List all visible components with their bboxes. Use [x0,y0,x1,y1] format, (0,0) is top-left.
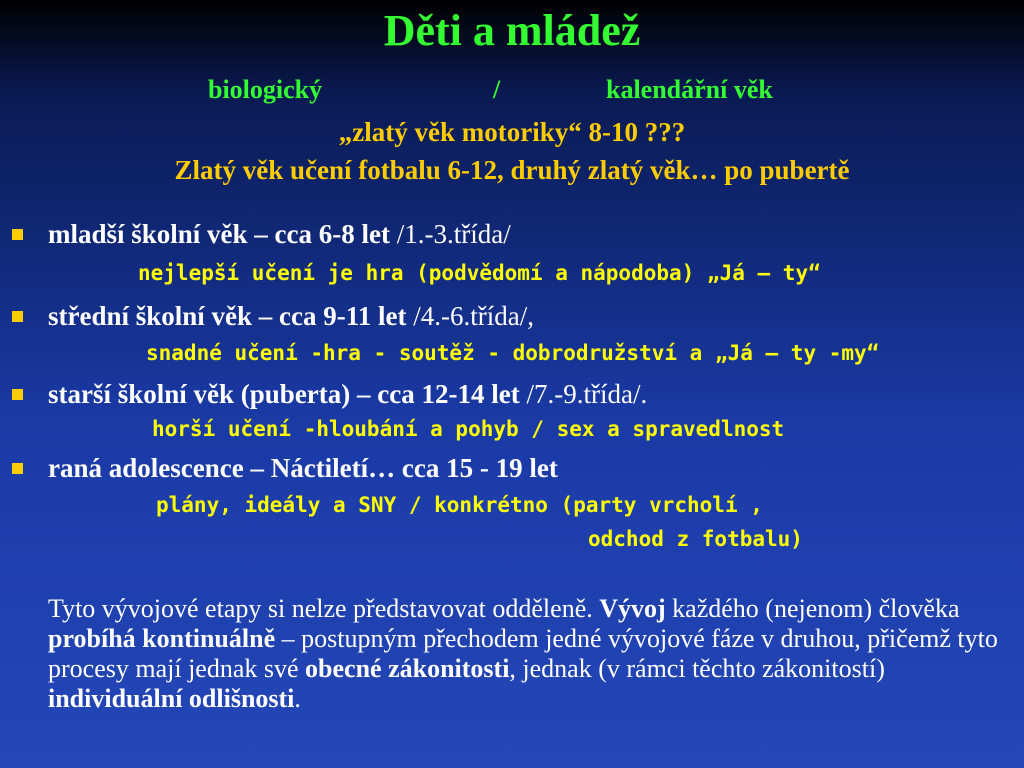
subtitle-calendar: kalendářní věk [606,75,773,104]
bullet-normal: /7.-9.třída/. [519,379,648,409]
subtitle-row [0,74,1024,106]
para-text: – postupným přechodem jedné vývojové fáze v druhou, přičemž tyto procesy mají jednak své [48,624,998,683]
bullet-square-icon [12,311,23,322]
bullet-note: nejlepší učení je hra (podvědomí a nápodoba) „Já – ty“ [138,261,821,285]
bullet-note-continuation: odchod z fotbalu) [588,527,803,551]
para-text: , jednak (v rámci těchto zákonitostí) [509,654,885,683]
bullet-bold: mladší školní věk – cca 6-8 let [48,219,390,249]
para-text: . [294,684,301,713]
bullet-note: snadné učení -hra - soutěž - dobrodružství a „Já – ty -my“ [146,341,880,365]
bullet-note: horší učení -hloubání a pohyb / sex a spravedlnost [152,417,785,441]
bullet-bold: raná adolescence – Náctiletí… cca 15 - 19 let [48,453,558,483]
bullet-item-early-adolescence [48,452,558,484]
bullet-item-younger-school-age [48,218,511,250]
golden-age-football-line: Zlatý věk učení fotbalu 6-12, druhý zlatý věk… po pubertě [174,155,850,185]
bullet-bold: střední školní věk – cca 9-11 let [48,301,407,331]
bullet-normal: /1.-3.třída/ [390,219,511,249]
para-bold: obecné zákonitosti [305,654,510,683]
bullet-item-older-school-age [48,378,647,410]
bullet-square-icon [12,389,23,400]
bullet-square-icon [12,463,23,474]
slide-title: Děti a mládež [383,6,641,55]
bullet-bold: starší školní věk (puberta) – cca 12-14 let [48,379,520,409]
para-text: Tyto vývojové etapy si nelze představovat odděleně. [48,594,600,623]
bullet-item-middle-school-age [48,300,534,332]
para-bold: Vývoj [599,594,666,623]
golden-age-motor-line: „zlatý věk motoriky“ 8-10 ??? [338,117,686,147]
subtitle-biological: biologický [208,75,323,104]
bullet-square-icon [12,229,23,240]
para-bold: individuální odlišnosti [48,684,295,713]
bullet-note: plány, ideály a SNY / konkrétno (party vrcholí , [156,493,763,517]
para-text: každého (nejenom) člověka [665,594,960,623]
development-paragraph [48,594,998,714]
subtitle-separator: / [493,75,501,104]
bullet-normal: /4.-6.třída/, [406,301,534,331]
para-bold: probíhá kontinuálně [48,624,276,653]
